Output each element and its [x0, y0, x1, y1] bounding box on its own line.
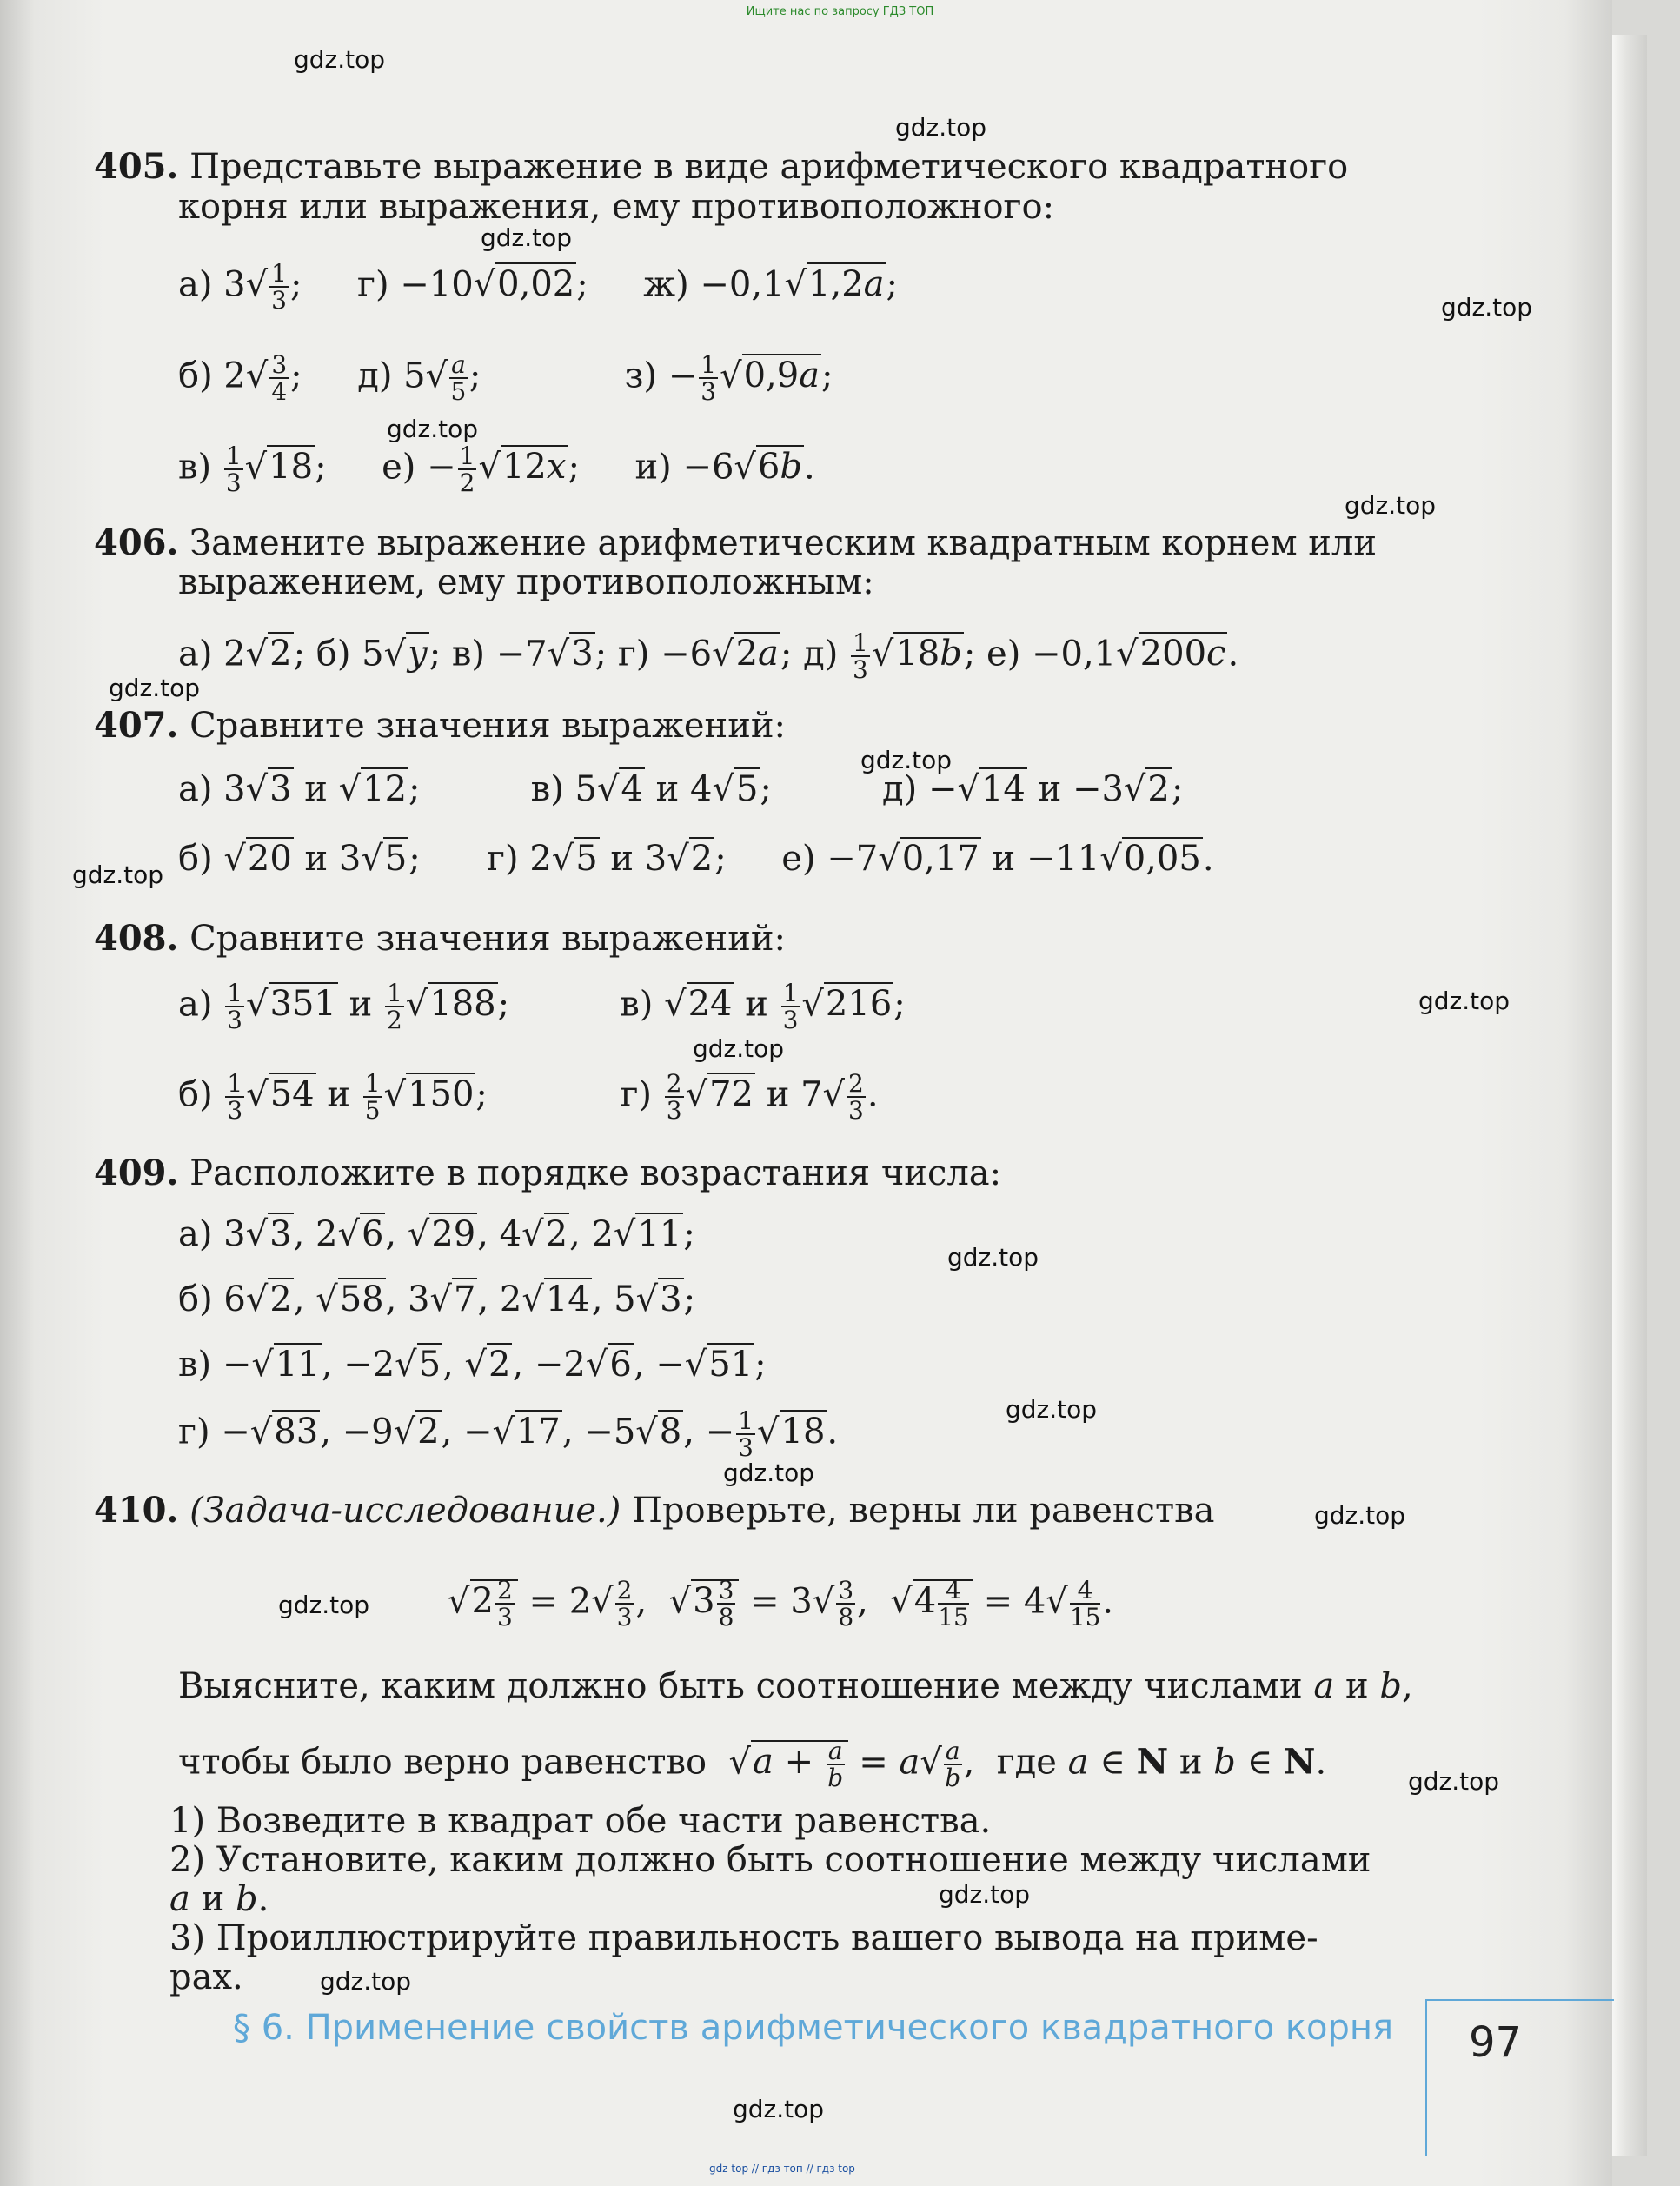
book-spine	[1612, 35, 1647, 2156]
watermark: gdz.top	[860, 746, 953, 774]
watermark: gdz.top	[278, 1591, 370, 1619]
problem-410-step-2-cont: a и b.	[169, 1879, 269, 1919]
problem-410-step-2: 2) Установите, каким должно быть соотношение между числами	[169, 1840, 1371, 1880]
problem-405-line-1: 405. Представьте выражение в виде арифметического квадратного	[94, 146, 1349, 187]
bottom-note: gdz top // гдз топ // гдз top	[709, 2163, 855, 2175]
page-number: 97	[1469, 2018, 1523, 2067]
watermark: gdz.top	[294, 45, 386, 74]
watermark: gdz.top	[1314, 1501, 1406, 1530]
watermark: gdz.top	[1441, 293, 1533, 322]
watermark: gdz.top	[387, 415, 479, 443]
problem-407-row-2: б) √20 и 3√5; г) 2√5 и 3√2; е) −7√0,17 и −11√0,05.	[178, 839, 1214, 879]
watermark: gdz.top	[72, 860, 164, 889]
watermark: gdz.top	[723, 1458, 815, 1487]
top-search-note: Ищите нас по запросу ГДЗ ТОП	[746, 5, 934, 18]
watermark: gdz.top	[1408, 1767, 1500, 1796]
problem-410-line-1: 410. (Задача-исследование.) Проверьте, верны ли равенства	[94, 1490, 1215, 1531]
problem-409-row-1: а) 3√3, 2√6, √29, 4√2, 2√11;	[178, 1214, 695, 1254]
problem-410-step-3: 3) Проиллюстрируйте правильность вашего вывода на приме-	[169, 1918, 1318, 1958]
problem-410-line-2: Выясните, каким должно быть соотношение между числами a и b,	[178, 1666, 1413, 1706]
watermark: gdz.top	[481, 223, 573, 252]
problem-410-step-3-cont: рах.	[169, 1957, 243, 1997]
problem-405-row-2: б) 2√ $\frac{3}{4}$ ; д) 5√ $\frac{a}{5}$ ; з) − $\frac{1}{3}$ √0,9a;	[178, 350, 833, 407]
problem-406-row-1: а) 2√2; б) 5√y; в) −7√3; г) −6√2a; д) $\frac{1}{3}$ √18b; е) −0,1√200c.	[178, 628, 1239, 685]
problem-407-row-1: а) 3√3 и √12; в) 5√4 и 4√5; д) −√14 и −3√2;	[178, 769, 1184, 809]
watermark: gdz.top	[320, 1967, 412, 1996]
problem-405-row-3: в) $\frac{1}{3}$ √18; е) − $\frac{1}{2}$ √12x; и) −6√6b.	[178, 442, 815, 498]
watermark: gdz.top	[1006, 1395, 1098, 1424]
watermark: gdz.top	[1418, 987, 1511, 1015]
problem-406-line-1: 406. Замените выражение арифметическим квадратным корнем или	[94, 522, 1377, 563]
watermark: gdz.top	[939, 1880, 1031, 1909]
watermark: gdz.top	[109, 674, 201, 702]
watermark: gdz.top	[947, 1243, 1039, 1272]
watermark: gdz.top	[733, 2095, 825, 2123]
problem-409-line-1: 409. Расположите в порядке возрастания числа:	[94, 1153, 1002, 1193]
problem-407-line-1: 407. Сравните значения выражений:	[94, 705, 786, 746]
problem-405-line-2: корня или выражения, ему противоположного:	[178, 187, 1055, 227]
problem-408-row-2: б) $\frac{1}{3}$ √54 и $\frac{1}{5}$ √150; г) $\frac{2}{3}$ √72 и 7√ $\frac{2}{3}$ .	[178, 1069, 879, 1126]
problem-409-row-2: б) 6√2, √58, 3√7, 2√14, 5√3;	[178, 1279, 696, 1319]
problem-409-row-3: в) −√11, −2√5, √2, −2√6, −√51;	[178, 1345, 767, 1385]
problem-406-line-2: выражением, ему противоположным:	[178, 562, 874, 602]
problem-410-equalities: √2 $\frac{2}{3}$ = 2√ $\frac{2}{3}$ , √3 $\frac{3}{8}$ = 3√ $\frac{3}{8}$ , √4 $\frac{4}{15}$ = 4√ $\frac{4}{15}$ .	[448, 1576, 1114, 1632]
watermark: gdz.top	[895, 113, 987, 142]
section-footer: § 6. Применение свойств арифметического квадратного корня	[233, 2008, 1394, 2048]
problem-405-row-1: а) 3√ $\frac{1}{3}$ ; г) −10√0,02; ж) −0,1√1,2a;	[178, 259, 898, 316]
problem-410-line-3: чтобы было верно равенство √a + $\frac{a}{b}$ = a√ $\frac{a}{b}$ , где a ∈ N и b ∈ N.	[178, 1737, 1327, 1793]
problem-409-row-4: г) −√83, −9√2, −√17, −5√8, − $\frac{1}{3}$ √18.	[178, 1406, 839, 1463]
problem-410-step-1: 1) Возведите в квадрат обе части равенства.	[169, 1801, 992, 1841]
problem-408-line-1: 408. Сравните значения выражений:	[94, 918, 786, 959]
watermark: gdz.top	[693, 1034, 785, 1063]
watermark: gdz.top	[1345, 491, 1437, 520]
problem-408-row-1: а) $\frac{1}{3}$ √351 и $\frac{1}{2}$ √188; в) √24 и $\frac{1}{3}$ √216;	[178, 979, 906, 1035]
